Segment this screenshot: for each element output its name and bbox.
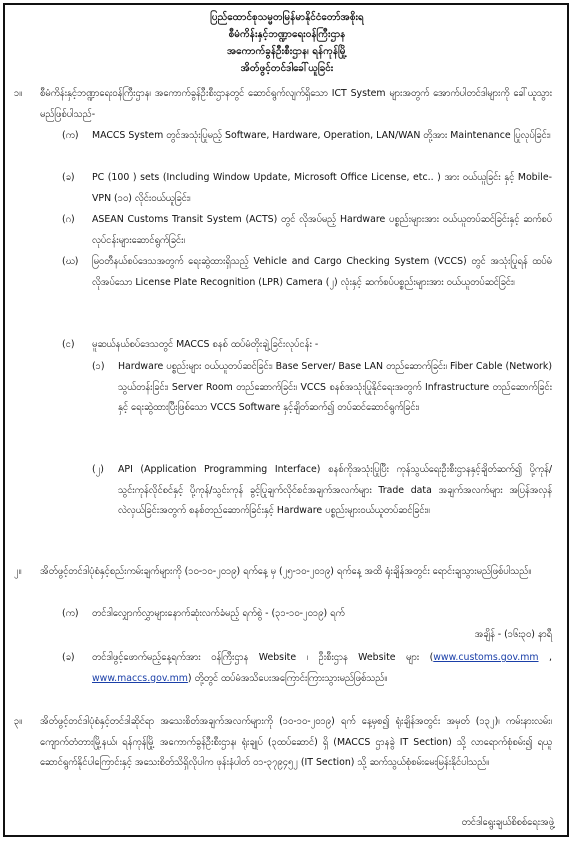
para1-number: ၁။ [14, 88, 23, 99]
item-text: ASEAN Customs Transit System (ACTS) တွင် လိုအပ်မည့် Hardware ပစ္စည်းများအား ဝယ်ယူတပ်ဆင်ခြင်းနှင့် ဆက်စပ်လုပ်ငန်းများဆောင်ရွက်ခြင်း၊ [92, 214, 552, 246]
item-label: (င) [62, 339, 75, 350]
item-text: တင်ဒါဖွင့်ဖောက်မည့်နေ့ရက်အား ဝန်ကြီးဌာန Website ၊ ဦးစီးဌာန Website များ (www.customs.gov.mm , www.maccs.gov.mm) တို့တွင် ထပ်မံအသိပေးအကြောင်းကြားသွားမည်ဖြစ်သည်။ [92, 652, 552, 684]
item-label: (က) [62, 130, 79, 141]
para1-intro: စီမံကိန်းနှင့်ဘဏ္ဍာရေးဝန်ကြီးဌာန၊ အကောက်ခွန်ဦးစီးဌာနတွင် ဆောင်ရွက်လျက်ရှိသော ICT System များအတွက် အောက်ပါတင်ဒါများကို ခေါ်ယူသွားမည်ဖြစ်ပါသည်- [40, 88, 552, 120]
item-label: (က) [62, 608, 79, 619]
header-ministry: စီမံကိန်းနှင့်ဘဏ္ဍာရေးဝန်ကြီးဌာန [228, 29, 346, 40]
item-label: (ခ) [62, 172, 75, 183]
signature-committee: တင်ဒါရွေးချယ်စိစစ်ရေးအဖွဲ့ [461, 817, 554, 828]
maccs-website-link[interactable]: www.maccs.gov.mm [92, 672, 188, 684]
header-title: အိတ်ဖွင့်တင်ဒါခေါ်ယူခြင်း [240, 63, 334, 74]
opening-notice-text: တင်ဒါဖွင့်ဖောက်မည့်နေ့ရက်အား ဝန်ကြီးဌာန Website ၊ ဦးစီးဌာန Website များ [92, 652, 420, 663]
deadline-time: အချိန် - (၁၆း၃၀) နာရီ [474, 629, 552, 640]
item-label: (ခ) [62, 652, 75, 663]
item-text: မြဝတီနယ်စပ်ဒေသအတွက် ရေးဆွဲထားရှိသည့် Vehicle and Cargo Checking System (VCCS) တွင် အသုံးပြုရန် ထပ်မံလိုအပ်သော License Plate Recognition (LPR) Camera (၂) လုံးနှင့် ဆက်စပ်ပစ္စည်းများအား ဝယ်ယူတပ်ဆင်ခြင်း၊ [92, 256, 552, 288]
header-department: အကောက်ခွန်ဦးစီးဌာန၊ ရန်ကုန်မြို့ [226, 46, 348, 57]
opening-notice-text-end: တို့တွင် ထပ်မံအသိပေးအကြောင်းကြားသွားမည်ဖြစ်သည်။ [194, 672, 388, 684]
customs-website-link[interactable]: www.customs.gov.mm [433, 652, 539, 663]
para2-number: ၂။ [14, 566, 22, 577]
item-label: (ဃ) [62, 256, 79, 267]
para2-intro: အိတ်ဖွင့်တင်ဒါပုံစံနှင့်စည်းကမ်းချက်များကို (၁၀-၁၀-၂၀၁၉) ရက်နေ့ မှ (၂၅-၁၀-၂၀၁၉) ရက်နေ့ အထိ ရုံးချိန်အတွင်း ရောင်းချသွားမည်ဖြစ်ပါသည်။ [40, 566, 532, 577]
para3-text: အိတ်ဖွင့်တင်ဒါပုံစံနှင့်တင်ဒါဆိုင်ရာ အသေးစိတ်အချက်အလက်များကို (၁၀-၁၀-၂၀၁၉) ရက် နေ့မှစ၍ ရုံးချိန်အတွင်း အမှတ် (၁၃၂)၊ ကမ်းနားလမ်း၊ ကျောက်တံတားမြို့နယ်၊ ရန်ကုန်မြို့ အကောက်ခွန်ဦးစီးဌာန၊ ရုံးချုပ် (၃ထပ်ဆောင်) ရှိ (MACCS ဌာနခွဲ IT Section) သို့ လာရောက်စုံစမ်း၍ ရယူဆောင်ရွက်နိုင်ပါကြောင်းနှင့် အသေးစိတ်သိရှိလိုပါက ဖုန်းနံပါတ် ၀၁-၃၇၉၄၅၂ (IT Section) သို့ ဆက်သွယ်စုံစမ်းမေးမြန်းနိုင်ပါသည်။ [40, 716, 552, 768]
document-header [0, 9, 574, 77]
item-text: မူဆယ်နယ်စပ်ဒေသတွင် MACCS စနစ် ထပ်မံတိုးချဲ့ခြင်းလုပ်ငန်း - [92, 339, 319, 350]
item-label: (ဂ) [62, 214, 75, 225]
item-text: PC (100 ) sets (Including Window Update, Microsoft Office License, etc.. ) အား ဝယ်ယူခြင်း နှင့် Mobile-VPN (၁၀) လိုင်းဝယ်ယူခြင်း၊ [92, 172, 552, 204]
header-government: ပြည်ထောင်စုသမ္မတမြန်မာနိုင်ငံတော်အစိုးရ [210, 12, 364, 23]
para3-number: ၃။ [14, 716, 23, 727]
subitem-label: (၁) [92, 361, 105, 372]
subitem-text: API (Application Programming Interface) စနစ်ကိုအသုံးပြုပြီး ကုန်သွယ်ရေးဦးစီးဌာနနှင့်ချိတ်ဆက်၍ ပို့ကုန်/သွင်းကုန်လိုင်စင်နှင့် ပို့ကုန်/သွင်းကုန် ခွင့်ပြုချက်လိုင်စင်အချက်အလက်များ Trade data အချက်အလက်များ အပြန်အလှန်လဲလှယ်ခြင်းအတွက် စနစ်တည်ဆောက်ခြင်းနှင့် Hardware ပစ္စည်းများဝယ်ယူတပ်ဆင်ခြင်း။ [118, 464, 552, 516]
item-text: MACCS System တွင်အသုံးပြုမည့် Software, Hardware, Operation, LAN/WAN တို့အား Maintenance ပြုလုပ်ခြင်း၊ [92, 130, 551, 141]
subitem-text: Hardware ပစ္စည်းများ ဝယ်ယူတပ်ဆင်ခြင်း၊ Base Server/ Base LAN တည်ဆောက်ခြင်း၊ Fiber Cable (Network) သွယ်တန်းခြင်း၊ Server Room တည်ဆောက်ခြင်း၊ VCCS စနစ်အသုံးပြုနိုင်ရေးအတွက် Infrastructure တည်ဆောက်ခြင်းနှင့် ရေးဆွဲထားပြီးဖြစ်သော VCCS Software နှင့်ချိတ်ဆက်၍ တပ်ဆင်ဆောင်ရွက်ခြင်း၊ [118, 361, 552, 413]
subitem-label: (၂) [92, 464, 104, 475]
deadline-date: တင်ဒါလျှောက်လွှာများနောက်ဆုံးလက်ခံမည့် ရက်စွဲ - (၃၁-၁၀-၂၀၁၉) ရက် [92, 608, 345, 619]
